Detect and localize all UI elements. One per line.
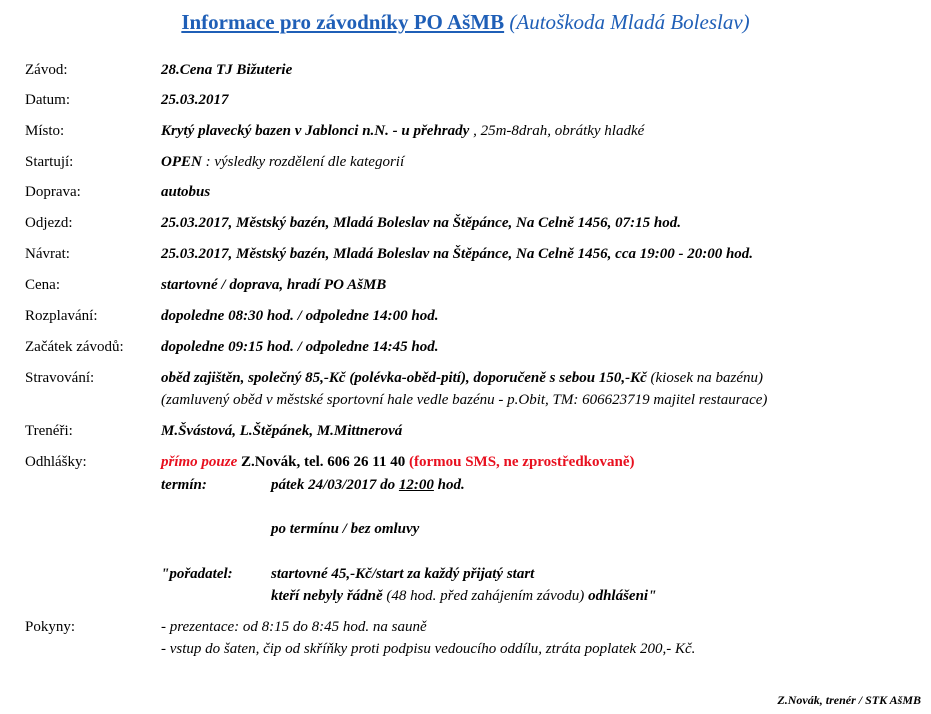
termin-post: hod. [433, 477, 465, 493]
label-pokyny: Pokyny: [25, 619, 76, 635]
label-odhlasky: Odhlášky: [25, 454, 87, 470]
label-misto: Místo: [25, 123, 65, 139]
poradatel-line2-mid: (48 hod. před zahájením závodu) [382, 588, 585, 604]
value-datum: 25.03.2017 [161, 92, 229, 108]
value-startuji-rest: : výsledky rozdělení dle kategorií [201, 154, 405, 170]
pokyny-line1: - prezentace: od 8:15 do 8:45 hod. na sauně [161, 619, 427, 635]
po-terminu: po termínu / bez omluvy [271, 521, 420, 537]
label-odjezd: Odjezd: [25, 215, 73, 231]
value-misto [161, 121, 644, 141]
label-rozplavani: Rozplavání: [25, 308, 98, 324]
termin-pre: pátek 24/03/2017 do [271, 477, 399, 493]
value-rozplavani: dopoledne 08:30 hod. / odpoledne 14:00 hod. [161, 308, 439, 324]
poradatel-label: "pořadatel: [161, 566, 233, 582]
label-cena: Cena: [25, 277, 60, 293]
value-misto-rest: , 25m-8drah, obrátky hladké [469, 123, 645, 139]
termin-value [271, 475, 465, 495]
value-zavod: 28.Cena TJ Bižuterie [161, 62, 293, 78]
poradatel-line1: startovné 45,-Kč/start za každý přijatý start [271, 566, 535, 582]
footer-signature: Z.Novák, trenér / STK AšMB [777, 693, 921, 707]
value-stravovani-line1 [161, 368, 763, 388]
termin-time: 12:00 [398, 477, 434, 493]
poradatel-line2-end: odhlášeni" [584, 588, 657, 604]
poradatel-line2 [271, 586, 656, 606]
value-stravovani-bold: oběd zajištěn, společný 85,-Kč (polévka-oběd-pití), doporučeně s sebou 150,-Kč [161, 370, 647, 386]
label-stravovani: Stravování: [25, 370, 95, 386]
value-startuji [161, 152, 404, 172]
label-zavod: Závod: [25, 62, 68, 78]
label-doprava: Doprava: [25, 184, 81, 200]
value-zacatek: dopoledne 09:15 hod. / odpoledne 14:45 hod. [161, 339, 439, 355]
value-startuji-bold: OPEN [161, 154, 202, 170]
value-doprava: autobus [161, 184, 211, 200]
value-odjezd: 25.03.2017, Městský bazén, Mladá Boleslav na Štěpánce, Na Celně 1456, 07:15 hod. [161, 215, 681, 231]
title-main: Informace pro závodníky PO AšMB [181, 10, 505, 34]
value-treneri: M.Švástová, L.Štěpánek, M.Mittnerová [161, 423, 403, 439]
page-title [0, 8, 931, 36]
poradatel-line2-bold: kteří nebyly řádně [271, 588, 383, 604]
value-cena: startovné / doprava, hradí PO AšMB [161, 277, 387, 293]
value-stravovani-rest: (kiosek na bazénu) [646, 370, 763, 386]
value-misto-bold: Krytý plavecký bazen v Jablonci n.N. - u přehrady [161, 123, 470, 139]
odhlasky-red-prefix: přímo pouze [161, 454, 238, 470]
label-navrat: Návrat: [25, 246, 70, 262]
odhlasky-red-note: (formou SMS, ne zprostředkovaně) [405, 454, 635, 470]
value-navrat: 25.03.2017, Městský bazén, Mladá Boleslav na Štěpánce, Na Celně 1456, cca 19:00 - 20:00 hod. [161, 246, 754, 262]
label-datum: Datum: [25, 92, 70, 108]
title-subtitle: (Autoškoda Mladá Boleslav) [509, 10, 750, 34]
value-stravovani-line2: (zamluvený oběd v městské sportovní hale vedle bazénu - p.Obit, TM: 606623719 majitel restaurace) [161, 392, 768, 408]
value-odhlasky-line1 [161, 452, 635, 472]
odhlasky-contact: Z.Novák, tel. 606 26 11 40 [237, 454, 406, 470]
pokyny-line2: - vstup do šaten, čip od skříňky proti podpisu vedoucího oddílu, ztráta poplatek 200,- Kč. [161, 641, 696, 657]
termin-label: termín: [161, 477, 207, 493]
label-startuji: Startují: [25, 154, 74, 170]
label-zacatek: Začátek závodů: [25, 339, 124, 355]
label-treneri: Trenéři: [25, 423, 73, 439]
